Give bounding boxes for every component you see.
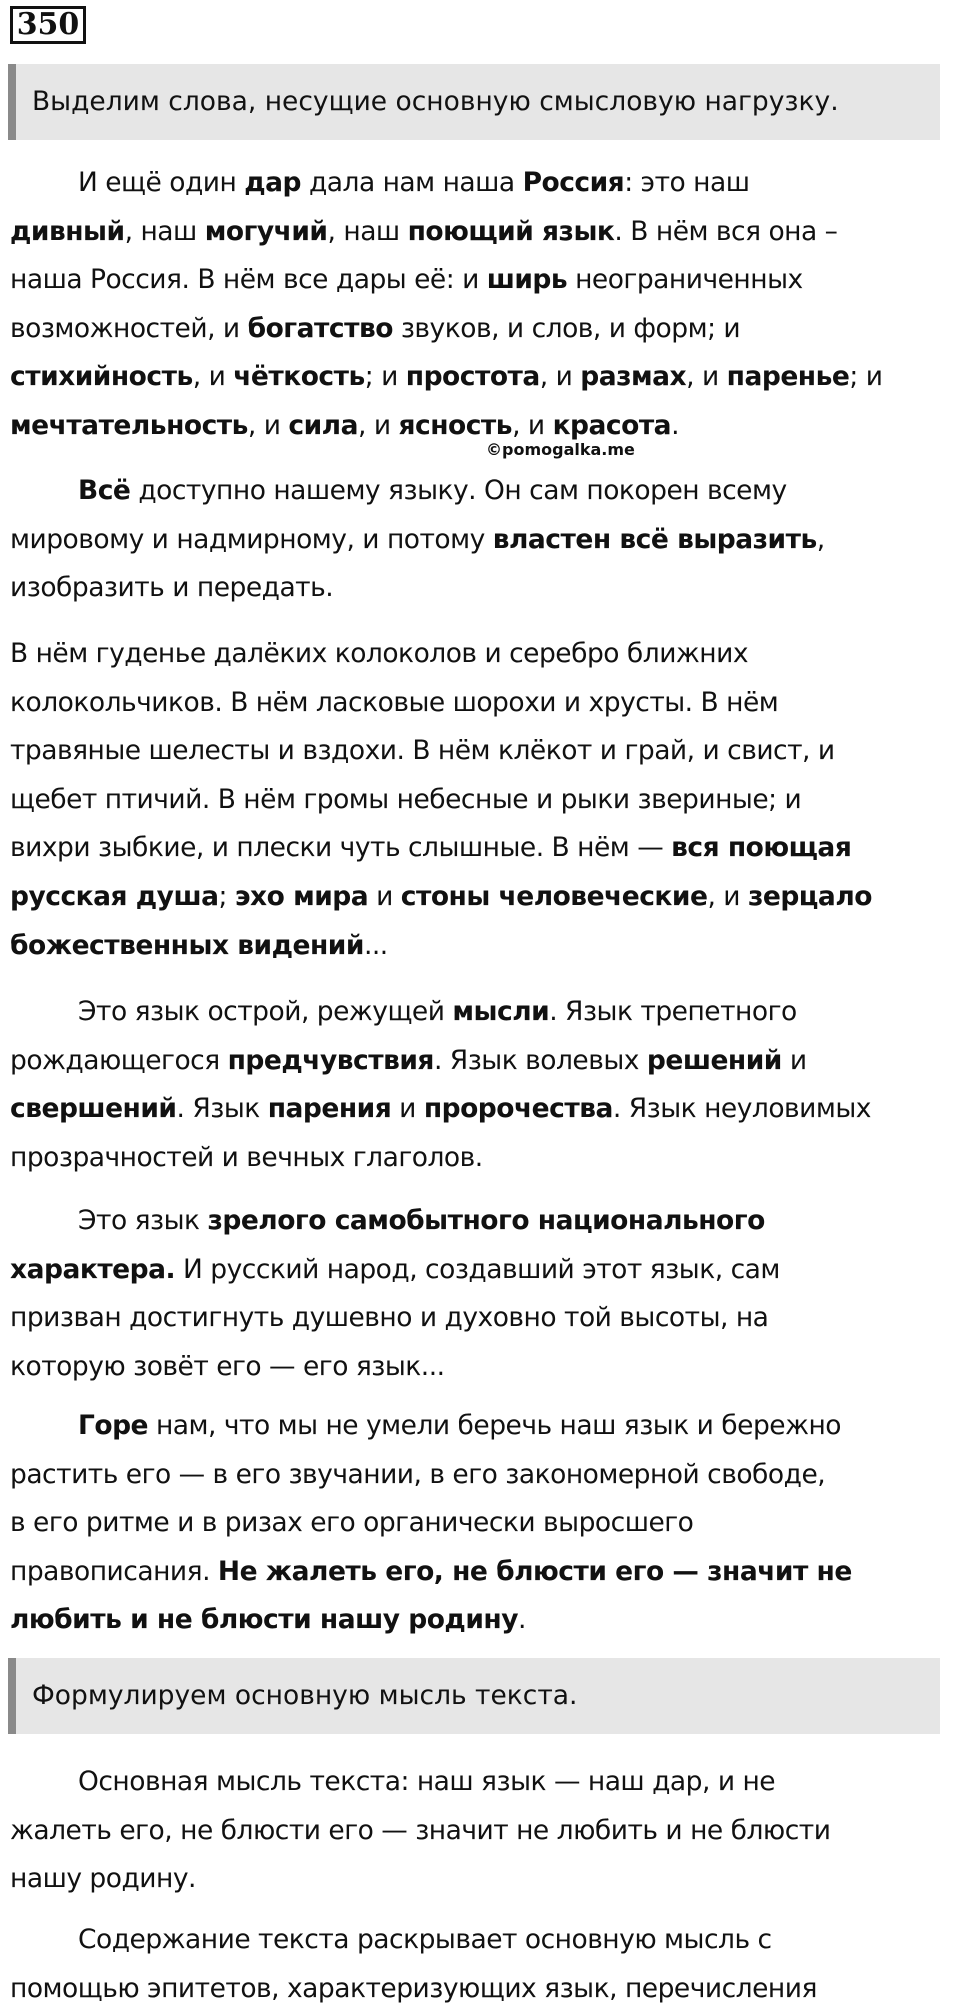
text-run: в его ритме и в ризах его органически выросшего: [10, 1507, 694, 1539]
text-run: нам, что мы не умели беречь наш язык и бережно: [148, 1410, 841, 1441]
text-run: жалеть его, не блюсти его — значит не любить и не блюсти: [10, 1814, 831, 1846]
text-run: изобразить и передать.: [10, 572, 334, 604]
bold-keyword: стоны человеческие: [400, 880, 708, 912]
paragraph-content: [10, 1916, 955, 2013]
bold-keyword: зрелого самобытного национального: [207, 1205, 765, 1236]
bold-keyword: Горе: [78, 1410, 149, 1441]
paragraph-1: [10, 159, 955, 451]
bold-keyword: сила: [288, 409, 358, 441]
text-run: ...: [363, 929, 388, 961]
bold-keyword: божественных видений: [10, 929, 364, 961]
bold-keyword: парения: [267, 1093, 392, 1125]
text-run: прозрачностей и вечных глаголов.: [10, 1141, 483, 1173]
text-run: , и: [357, 409, 399, 441]
bold-keyword: чёткость: [233, 361, 365, 393]
text-run: ; и: [849, 361, 883, 393]
text-run: . Язык трепетного: [549, 996, 797, 1027]
text-line: [10, 679, 955, 728]
text-line: [10, 727, 955, 776]
text-line: [10, 1855, 955, 1904]
bold-keyword: дар: [244, 167, 302, 198]
text-line: [10, 1037, 955, 1086]
text-run: , и: [539, 361, 581, 393]
text-line: [10, 1807, 955, 1856]
bold-keyword: размах: [580, 361, 687, 393]
text-line: [10, 1343, 955, 1392]
bold-keyword: паренье: [726, 361, 850, 393]
text-line: [10, 1596, 955, 1645]
bold-keyword: мечтательность: [10, 409, 248, 441]
text-run: В нём гуденье далёких колоколов и серебро ближних: [10, 638, 749, 669]
text-run: Основная мысль текста: наш язык — наш дар, и не: [78, 1766, 776, 1797]
text-line: [10, 1758, 955, 1807]
text-run: , наш: [124, 215, 205, 247]
text-run: И ещё один: [78, 167, 245, 198]
bold-keyword: богатство: [247, 312, 393, 344]
text-line: [10, 1499, 955, 1548]
text-run: щебет птичий. В нём громы небесные и рыки звериные; и: [10, 783, 802, 815]
text-run: . Язык: [176, 1093, 268, 1125]
text-run: , и: [707, 880, 748, 912]
text-run: . Язык волевых: [433, 1044, 647, 1076]
text-run: Содержание текста раскрывает основную мысль с: [78, 1924, 772, 1955]
bold-keyword: зерцало: [747, 880, 872, 912]
bold-keyword: предчувствия: [227, 1044, 434, 1076]
text-line: [10, 516, 955, 565]
text-run: ;: [218, 880, 235, 912]
text-run: И русский народ, создавший этот язык, сам: [175, 1253, 780, 1285]
text-line: [10, 1085, 955, 1134]
paragraph-2: [10, 467, 955, 613]
text-run: и: [781, 1044, 807, 1076]
bold-keyword: поющий язык: [407, 215, 615, 247]
text-run: доступно нашему языку. Он сам покорен всему: [130, 475, 787, 506]
text-run: которую зовёт его — его язык...: [10, 1350, 445, 1382]
bold-keyword: мысли: [452, 996, 550, 1027]
hint-main-idea: Формулируем основную мысль текста.: [8, 1658, 940, 1734]
text-run: наша Россия. В нём все дары её: и: [10, 264, 487, 296]
bold-keyword: любить и не блюсти нашу родину: [10, 1604, 518, 1636]
text-run: травяные шелесты и вздохи. В нём клёкот и грай, и свист, и: [10, 735, 835, 767]
text-run: и: [368, 880, 401, 912]
text-line: [10, 1197, 955, 1246]
text-run: рождающегося: [10, 1044, 228, 1076]
text-run: призван достигнуть душевно и духовно той высоты, на: [10, 1302, 769, 1334]
text-line: [10, 1402, 955, 1451]
bold-keyword: ширь: [486, 264, 568, 296]
text-run: дала нам наша: [301, 167, 523, 198]
text-line: [10, 256, 955, 305]
text-run: , и: [192, 361, 234, 393]
bold-keyword: свершений: [10, 1093, 177, 1125]
text-line: [10, 353, 955, 402]
text-line: [10, 467, 955, 516]
text-line: [10, 1451, 955, 1500]
text-run: . Язык неуловимых: [612, 1093, 871, 1125]
bold-keyword: дивный: [10, 215, 125, 247]
text-line: [10, 630, 955, 679]
bold-keyword: красота: [552, 409, 672, 441]
text-line: [10, 776, 955, 825]
text-run: , и: [686, 361, 727, 393]
bold-keyword: решений: [646, 1044, 782, 1076]
paragraph-3: [10, 630, 955, 970]
bold-keyword: простота: [405, 361, 540, 393]
bold-keyword: могучий: [204, 215, 328, 247]
bold-keyword: вся поющая: [671, 832, 852, 864]
hint-highlight-words: Выделим слова, несущие основную смысловую нагрузку.: [8, 64, 940, 140]
paragraph-5: [10, 1197, 955, 1391]
text-run: помощью эпитетов, характеризующих язык, перечисления: [10, 1972, 817, 2004]
task-number: 350: [10, 6, 86, 44]
text-line: [10, 922, 955, 971]
text-line: [10, 1246, 955, 1295]
paragraph-main-idea: [10, 1758, 955, 1904]
text-run: Это язык: [78, 1205, 208, 1236]
bold-keyword: властен всё выразить: [492, 523, 817, 555]
text-run: возможностей, и: [10, 312, 248, 344]
text-line: [10, 564, 955, 613]
watermark: ©pomogalka.me: [486, 440, 635, 459]
text-run: звуков, и слов, и форм; и: [392, 312, 741, 344]
text-line: [10, 1294, 955, 1343]
bold-keyword: стихийность: [10, 361, 193, 393]
bold-keyword: Россия: [522, 167, 625, 198]
text-line: [10, 1134, 955, 1183]
text-line: [10, 1916, 955, 1965]
bold-keyword: эхо мира: [234, 880, 369, 912]
text-run: вихри зыбкие, и плески чуть слышные. В нём —: [10, 832, 672, 864]
bold-keyword: русская душа: [10, 880, 219, 912]
bold-keyword: характера.: [10, 1253, 176, 1285]
text-line: [10, 159, 955, 208]
text-run: , и: [512, 409, 553, 441]
text-run: и: [391, 1093, 424, 1125]
text-run: Это язык острой, режущей: [78, 996, 453, 1027]
text-line: [10, 1548, 955, 1597]
text-run: колокольчиков. В нём ласковые шорохи и хрусты. В нём: [10, 686, 779, 718]
text-run: . В нём вся она –: [614, 215, 838, 247]
text-run: : это наш: [624, 167, 750, 198]
text-line: [10, 824, 955, 873]
text-run: растить его — в его звучании, в его закономерной свободе,: [10, 1458, 826, 1490]
text-line: [10, 305, 955, 354]
text-run: неограниченных: [567, 264, 803, 296]
bold-keyword: Всё: [78, 475, 131, 506]
bold-keyword: ясность: [398, 409, 513, 441]
text-line: [10, 1965, 955, 2013]
text-run: ,: [816, 523, 825, 555]
text-line: [10, 402, 955, 451]
bold-keyword: пророчества: [423, 1093, 613, 1125]
text-run: ; и: [364, 361, 406, 393]
text-run: , наш: [327, 215, 408, 247]
text-run: мировому и надмирному, и потому: [10, 523, 493, 555]
bold-keyword: Не жалеть его, не блюсти его — значит не: [217, 1555, 852, 1587]
paragraph-6: [10, 1402, 955, 1645]
text-run: .: [671, 409, 679, 441]
text-line: [10, 208, 955, 257]
text-line: [10, 873, 955, 922]
text-run: .: [518, 1604, 526, 1636]
paragraph-4: [10, 988, 955, 1182]
text-run: правописания.: [10, 1555, 218, 1587]
text-line: [10, 988, 955, 1037]
text-run: нашу родину.: [10, 1863, 196, 1895]
text-run: , и: [247, 409, 289, 441]
